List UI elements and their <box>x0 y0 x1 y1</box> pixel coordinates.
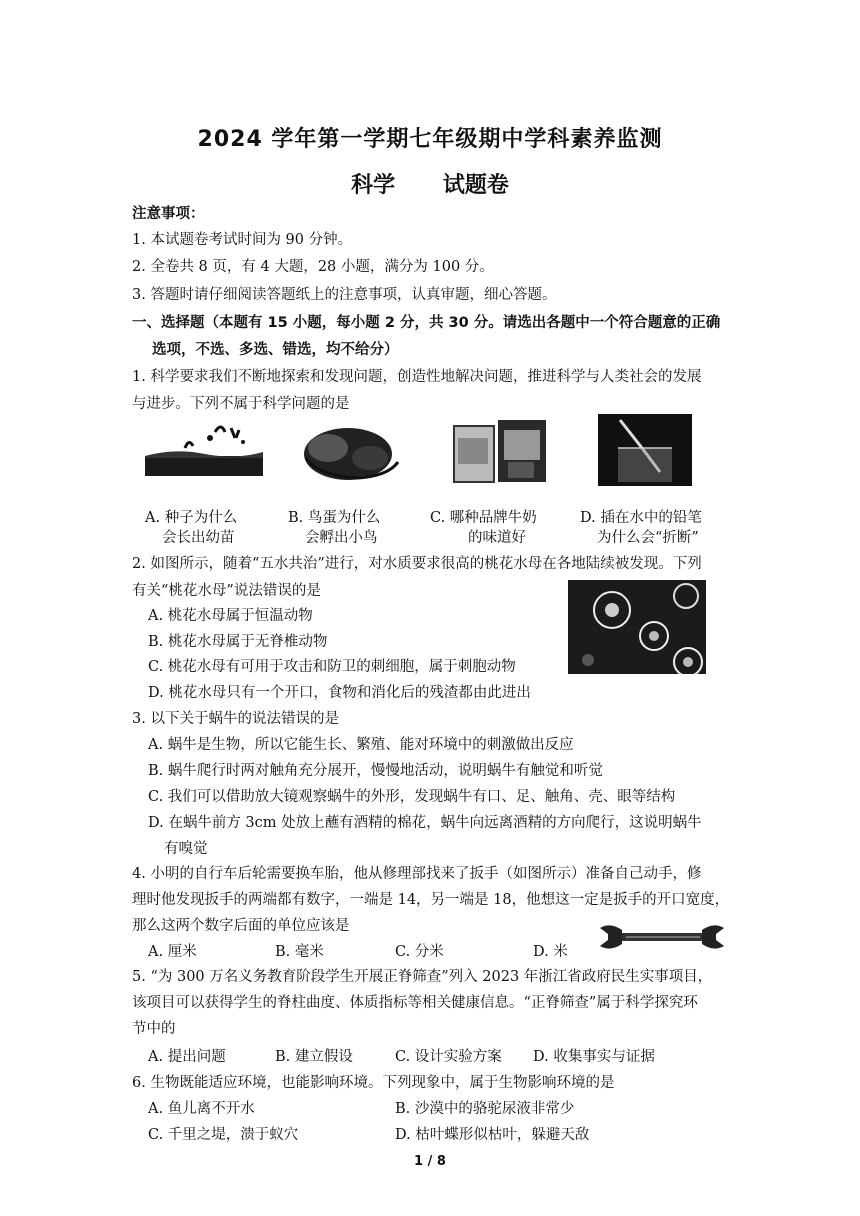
notice-heading: 注意事项： <box>132 206 205 222</box>
question-6-option-b: B. 沙漠中的骆驼尿液非常少 <box>395 1101 575 1117</box>
page-number: 1 / 8 <box>414 1154 446 1169</box>
jellyfish-photo <box>568 580 706 674</box>
bird-egg-photo <box>298 418 408 484</box>
question-4-option-c: C. 分米 <box>395 944 444 960</box>
question-2-stem: 有关“桃花水母”说法错误的是 <box>132 583 321 599</box>
question-3-option-d-cont: 有嗅觉 <box>164 841 208 857</box>
question-4-option-d: D. 米 <box>533 944 568 960</box>
question-3-option-a: A. 蜗牛是生物，所以它能生长、繁殖、能对环境中的刺激做出反应 <box>148 737 574 753</box>
question-2-option-a: A. 桃花水母属于恒温动物 <box>148 608 313 624</box>
notice-item: 2. 全卷共 8 页，有 4 大题，28 小题，满分为 100 分。 <box>132 259 494 275</box>
question-5-option-b: B. 建立假设 <box>275 1049 353 1065</box>
question-2-stem: 2. 如图所示，随着“五水共治”进行，对水质要求很高的桃花水母在各地陆续被发现。下列 <box>132 556 702 572</box>
question-3-option-c: C. 我们可以借助放大镜观察蜗牛的外形，发现蜗牛有口、足、触角、壳、眼等结构 <box>148 789 676 805</box>
question-1-option-b: B. 鸟蛋为什么 <box>288 510 381 526</box>
question-2-option-b: B. 桃花水母属于无脊椎动物 <box>148 634 328 650</box>
seedling-photo <box>145 418 263 484</box>
question-3-option-d: D. 在蜗牛前方 3cm 处放上蘸有酒精的棉花，蜗牛向远离酒精的方向爬行，这说明蜗牛 <box>148 815 702 831</box>
question-1-option-a-cont: 会长出幼苗 <box>162 530 235 546</box>
question-6-option-d: D. 枯叶蝶形似枯叶，躲避天敌 <box>395 1127 590 1143</box>
pencil-in-water-photo <box>598 414 692 486</box>
milk-cartons-photo <box>450 418 550 484</box>
question-2-option-d: D. 桃花水母只有一个开口，食物和消化后的残渣都由此进出 <box>148 685 531 701</box>
question-1-option-b-cont: 会孵出小鸟 <box>305 530 378 546</box>
question-1-option-d: D. 插在水中的铅笔 <box>580 510 702 526</box>
question-6-stem: 6. 生物既能适应环境，也能影响环境。下列现象中，属于生物影响环境的是 <box>132 1075 615 1091</box>
question-1-option-d-cont: 为什么会“折断” <box>597 530 699 546</box>
question-4-option-a: A. 厘米 <box>148 944 197 960</box>
notice-item: 3. 答题时请仔细阅读答题纸上的注意事项，认真审题，细心答题。 <box>132 287 557 303</box>
question-4-stem: 理时他发现扳手的两端都有数字，一端是 14，另一端是 18，他想这一定是扳手的开口宽度， <box>132 892 730 908</box>
question-3-option-b: B. 蜗牛爬行时两对触角充分展开，慢慢地活动，说明蜗牛有触觉和听觉 <box>148 763 603 779</box>
page-title: 2024 学年第一学期七年级期中学科素养监测 <box>197 127 663 152</box>
question-5-option-c: C. 设计实验方案 <box>395 1049 502 1065</box>
section-heading-cont: 选项，不选、多选、错选，均不给分） <box>152 342 399 358</box>
section-heading: 一、选择题（本题有 15 小题，每小题 2 分，共 30 分。请选出各题中一个符合题意的正确 <box>132 315 721 331</box>
question-1-option-c-cont: 的味道好 <box>468 530 526 546</box>
question-5-stem: 节中的 <box>132 1021 176 1037</box>
question-1-option-c: C. 哪种品牌牛奶 <box>430 510 537 526</box>
page-subtitle: 科学 试题卷 <box>351 173 509 198</box>
question-4-option-b: B. 毫米 <box>275 944 324 960</box>
question-5-option-d: D. 收集事实与证据 <box>533 1049 655 1065</box>
question-3-stem: 3. 以下关于蜗牛的说法错误的是 <box>132 711 339 727</box>
question-1-option-a: A. 种子为什么 <box>145 510 238 526</box>
question-6-option-c: C. 千里之堤，溃于蚁穴 <box>148 1127 299 1143</box>
question-5-stem: 该项目可以获得学生的脊柱曲度、体质指标等相关健康信息。“正脊筛查”属于科学探究环 <box>132 995 698 1011</box>
question-5-stem: 5. “为 300 万名义务教育阶段学生开展正脊筛查”列入 2023 年浙江省政府民生实事项目， <box>132 969 713 985</box>
question-4-stem: 那么这两个数字后面的单位应该是 <box>132 918 350 934</box>
question-1-stem: 与进步。下列不属于科学问题的是 <box>132 396 350 412</box>
question-2-option-c: C. 桃花水母有可用于攻击和防卫的刺细胞，属于刺胞动物 <box>148 659 516 675</box>
question-1-stem: 1. 科学要求我们不断地探索和发现问题，创造性地解决问题，推进科学与人类社会的发展 <box>132 369 702 385</box>
question-5-option-a: A. 提出问题 <box>148 1049 226 1065</box>
notice-item: 1. 本试题卷考试时间为 90 分钟。 <box>132 232 353 248</box>
wrench-photo <box>596 922 728 952</box>
question-4-stem: 4. 小明的自行车后轮需要换车胎，他从修理部找来了扳手（如图所示）准备自己动手，修 <box>132 866 702 882</box>
question-6-option-a: A. 鱼儿离不开水 <box>148 1101 255 1117</box>
